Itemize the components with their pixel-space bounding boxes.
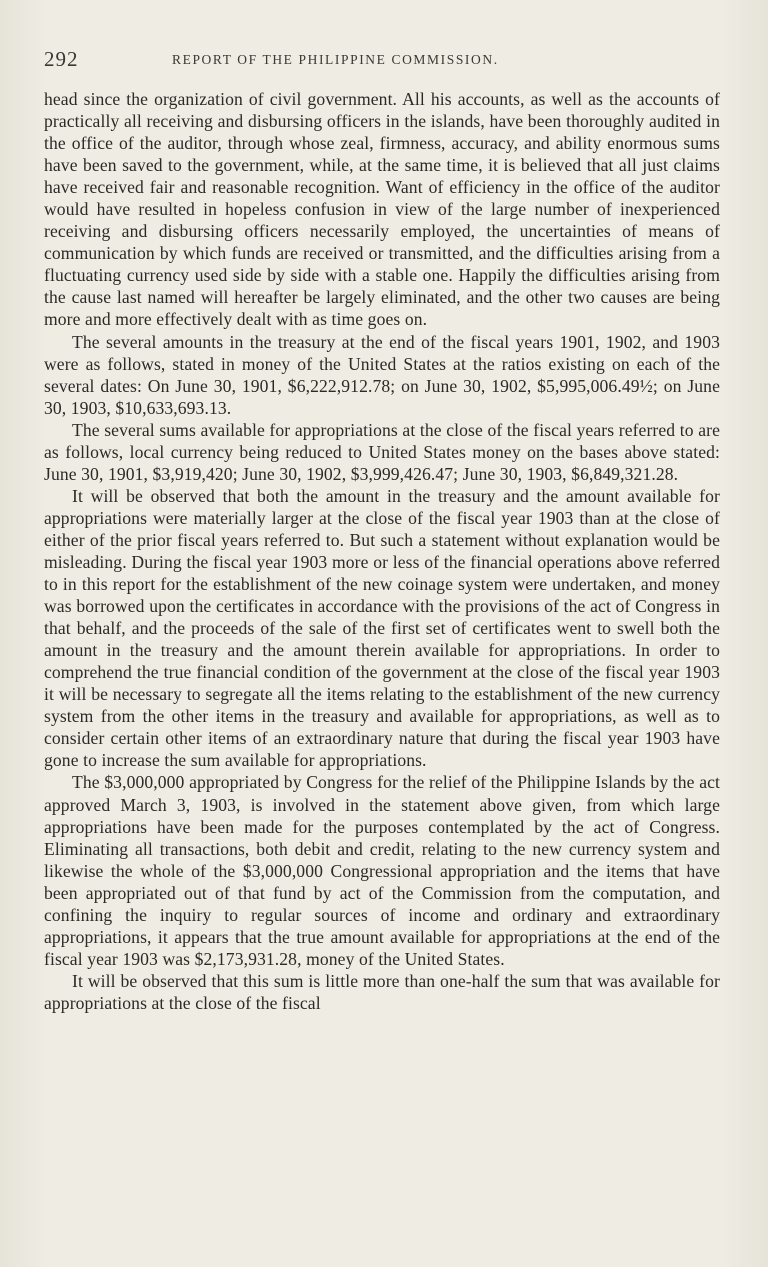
paragraph: head since the organization of civil government. All his accounts, as well as the accounts of practically all receiving and disbursing officers in the islands, have been thoroughly audited in the office of the auditor, through whose zeal, firmness, accuracy, and ability enormous sums have been saved to the government, while, at the same time, it is believed that all just claims have received fair and reasonable recognition. Want of efficiency in the office of the auditor would have resulted in hopeless confusion in view of the large number of inexperienced receiving and disbursing officers necessarily employed, the uncertainties of means of communication by which funds are received or transmitted, and the difficulties arising from a fluctuating currency used side by side with a stable one. Happily the difficulties arising from the cause last named will hereafter be largely eliminated, and the other two causes are being more and more effectively dealt with as time goes on. <box>44 89 720 330</box>
page-number: 292 <box>44 47 79 71</box>
paragraph: The several amounts in the treasury at the end of the fiscal years 1901, 1902, and 1903 were as follows, stated in money of the United States at the ratios existing on each of the several dates: On June 30, 1901, $6,222,912.78; on June 30, 1902, $5,995,006.49½; on June 30, 1903, $10,633,693.13. <box>44 331 720 418</box>
paragraph: The $3,000,000 appropriated by Congress for the relief of the Philippine Islands by the act approved March 3, 1903, is involved in the statement above given, from which large appropriations have been made for the purposes contemplated by the act of Congress. Eliminating all transactions, both debit and credit, relating to the new currency system and likewise the whole of the $3,000,000 Congressional appropriation and the items that have been appropriated out of that fund by act of the Commission from the computation, and confining the inquiry to regular sources of income and ordinary and extraordinary appropriations, it appears that the true amount available for appropriations at the end of the fiscal year 1903 was $2,173,931.28, money of the United States. <box>44 772 720 969</box>
running-title: REPORT OF THE PHILIPPINE COMMISSION. <box>172 52 499 67</box>
running-head <box>44 47 724 71</box>
paragraph: The several sums available for appropriations at the close of the fiscal years referred to are as follows, local currency being reduced to United States money on the bases above stated: June 30, 1901, $3,919,420; June 30, 1902, $3,999,426.47; June 30, 1903, $6,849,321.28. <box>44 419 720 484</box>
paragraph: It will be observed that both the amount in the treasury and the amount available for appropriations were materially larger at the close of the fiscal year 1903 than at the close of either of the prior fiscal years referred to. But such a statement without explanation would be misleading. During the fiscal year 1903 more or less of the financial operations above referred to in this report for the establishment of the new coinage system were undertaken, and money was borrowed upon the certificates in accordance with the provisions of the act of Congress in that behalf, and the proceeds of the sale of the first set of certificates went to swell both the amount in the treasury and the amount therein available for appropriations. In order to comprehend the true financial condition of the government at the close of the fiscal year 1903 it will be necessary to segregate all the items relating to the establishment of the new currency system from the other items in the treasury and available for appropriations, as well as to consider certain other items of an extraordinary nature that during the fiscal year 1903 have gone to increase the sum available for appropriations. <box>44 485 720 771</box>
body-text <box>44 88 720 1014</box>
paragraph: It will be observed that this sum is little more than one-half the sum that was available for appropriations at the close of the fiscal <box>44 970 720 1013</box>
